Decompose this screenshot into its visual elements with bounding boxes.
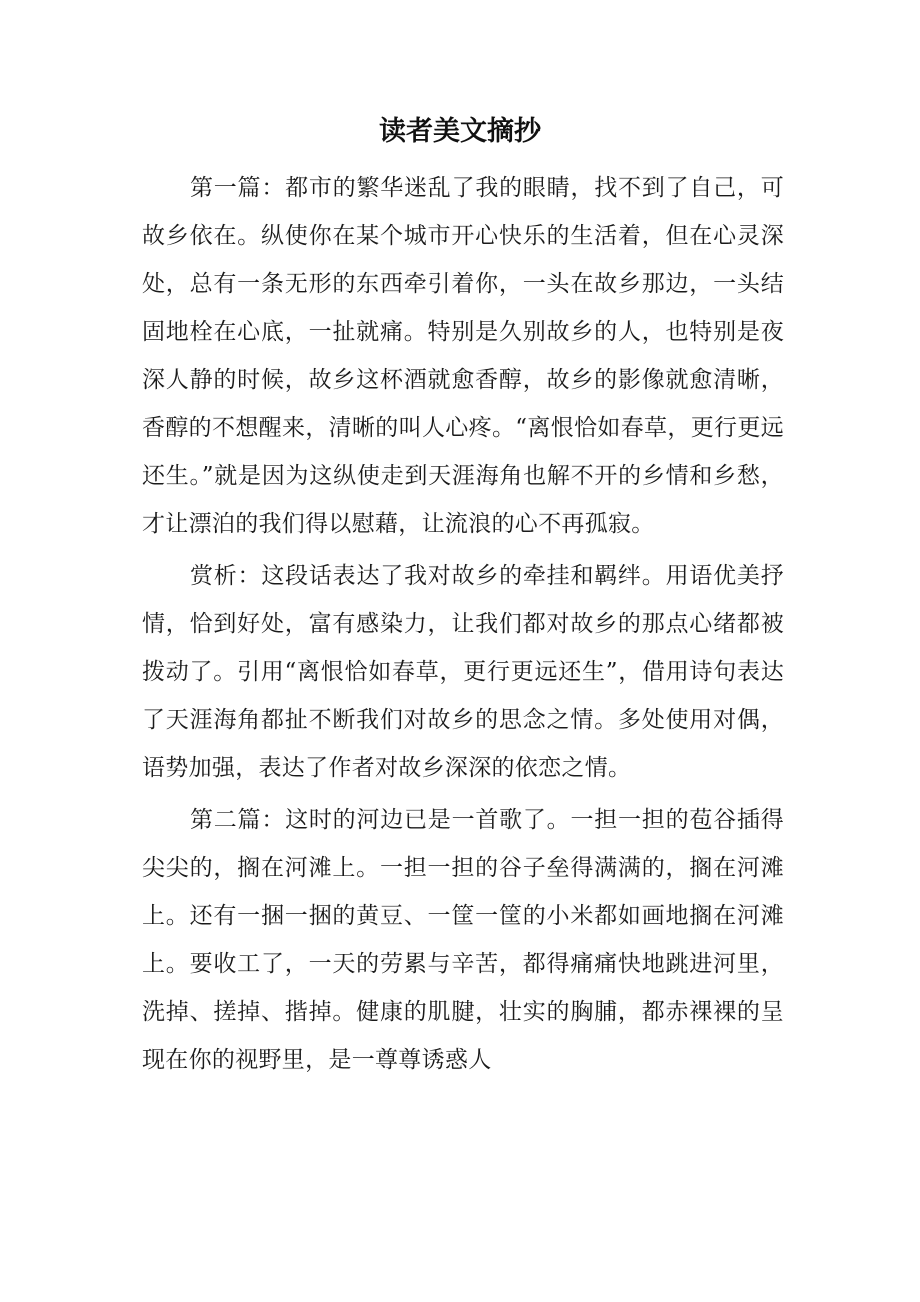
paragraph-article-one: 第一篇：都市的繁华迷乱了我的眼睛，找不到了自己，可故乡依在。纵使你在某个城市开心快乐的生活着，但在心灵深处，总有一条无形的东西牵引着你，一头在故乡那边，一头结固地栓在心底，一扯就痛。特别是久别故乡的人，也特别是夜深人静的时候，故乡这杯酒就愈香醇，故乡的影像就愈清晰，香醇的不想醒来，清晰的叫人心疼。“离恨恰如春草，更行更远还生。”就是因为这纵使走到天涯海角也解不开的乡情和乡愁，才让漂泊的我们得以慰藉，让流浪的心不再孤寂。	[142, 175, 784, 537]
paragraph-article-two: 第二篇：这时的河边已是一首歌了。一担一担的苞谷插得尖尖的，搁在河滩上。一担一担的谷子垒得满满的，搁在河滩上。还有一捆一捆的黄豆、一筐一筐的小米都如画地搁在河滩上。要收工了，一天的劳累与辛苦，都得痛痛快地跳进河里，洗掉、搓掉、揩掉。健康的肌腱，壮实的胸脯，都赤裸裸的呈现在你的视野里，是一尊尊诱惑人	[142, 807, 784, 1073]
paragraph-appreciation: 赏析：这段话表达了我对故乡的牵挂和羁绊。用语优美抒情，恰到好处，富有感染力，让我们都对故乡的那点心绪都被拨动了。引用“离恨恰如春草，更行更远还生”，借用诗句表达了天涯海角都扯不断我们对故乡的思念之情。多处使用对偶，语势加强，表达了作者对故乡深深的依恋之情。	[142, 563, 784, 781]
document-title: 读者美文摘抄	[379, 116, 541, 147]
document-body	[142, 164, 784, 1088]
